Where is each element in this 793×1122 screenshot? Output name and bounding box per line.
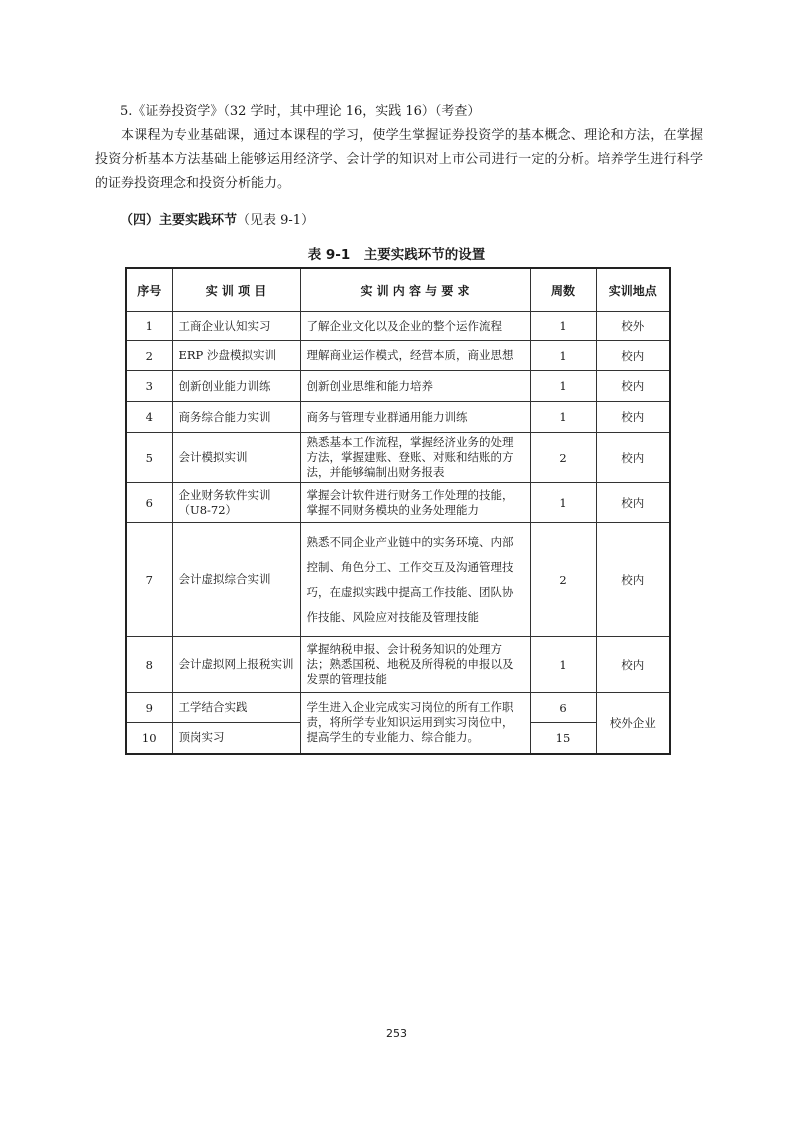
row-no: 4: [126, 402, 172, 433]
row-location: 校内: [596, 483, 670, 523]
row-project: 企业财务软件实训（U8-72）: [172, 483, 300, 523]
section-heading: [120, 209, 314, 233]
row-content: 熟悉不同企业产业链中的实务环境、内部控制、角色分工、工作交互及沟通管理技巧，在虚拟实践中提高工作技能、团队协作技能、风险应对技能及管理技能: [300, 523, 530, 637]
header-project: 实 训 项 目: [172, 268, 300, 312]
row-project: 工学结合实践: [172, 693, 300, 723]
table-row: [126, 637, 670, 693]
table-header-row: [126, 268, 670, 312]
table-row: [126, 312, 670, 341]
row-no: 8: [126, 637, 172, 693]
section-heading-title: （四）主要实践环节: [120, 213, 238, 228]
row-content: 学生进入企业完成实习岗位的所有工作职责，将所学专业知识运用到实习岗位中，提高学生的专业能力、综合能力。: [300, 693, 530, 754]
table-row: [126, 483, 670, 523]
row-location: 校内: [596, 433, 670, 483]
row-content: 熟悉基本工作流程，掌握经济业务的处理方法，掌握建账、登账、对账和结账的方法，并能够编制出财务报表: [300, 433, 530, 483]
row-weeks: 1: [530, 637, 596, 693]
row-location: 校内: [596, 637, 670, 693]
row-location: 校外: [596, 312, 670, 341]
table-row: [126, 371, 670, 402]
practice-table: [125, 267, 671, 755]
row-weeks: 1: [530, 312, 596, 341]
row-project: 会计模拟实训: [172, 433, 300, 483]
course-description: 本课程为专业基础课，通过本课程的学习，使学生掌握证券投资学的基本概念、理论和方法，在掌握投资分析基本方法基础上能够运用经济学、会计学的知识对上市公司进行一定的分析。培养学生进行科学的证券投资理念和投资分析能力。: [95, 128, 703, 191]
row-project: ERP 沙盘模拟实训: [172, 341, 300, 371]
row-content: 掌握纳税申报、会计税务知识的处理方法；熟悉国税、地税及所得税的申报以及发票的管理技能: [300, 637, 530, 693]
row-content: 掌握会计软件进行财务工作处理的技能，掌握不同财务模块的业务处理能力: [300, 483, 530, 523]
header-location: 实训地点: [596, 268, 670, 312]
row-content: 理解商业运作模式，经营本质，商业思想: [300, 341, 530, 371]
row-weeks: 2: [530, 433, 596, 483]
table-row: [126, 402, 670, 433]
row-content: 商务与管理专业群通用能力训练: [300, 402, 530, 433]
header-content: 实 训 内 容 与 要 求: [300, 268, 530, 312]
row-content: 创新创业思维和能力培养: [300, 371, 530, 402]
row-no: 10: [126, 723, 172, 754]
row-project: 顶岗实习: [172, 723, 300, 754]
row-location: 校内: [596, 341, 670, 371]
table-row: [126, 341, 670, 371]
row-project: 工商企业认知实习: [172, 312, 300, 341]
row-weeks: 1: [530, 402, 596, 433]
row-weeks: 15: [530, 723, 596, 754]
row-location: 校内: [596, 523, 670, 637]
page-number: 253: [386, 1027, 407, 1040]
row-project: 会计虚拟综合实训: [172, 523, 300, 637]
row-project: 会计虚拟网上报税实训: [172, 637, 300, 693]
table-row: [126, 693, 670, 723]
row-weeks: 6: [530, 693, 596, 723]
row-location: 校内: [596, 402, 670, 433]
course-title: 5.《证券投资学》（32 学时，其中理论 16，实践 16）（考查）: [120, 104, 481, 119]
header-no: 序号: [126, 268, 172, 312]
row-project: 创新创业能力训练: [172, 371, 300, 402]
table-row: [126, 433, 670, 483]
row-no: 9: [126, 693, 172, 723]
row-weeks: 2: [530, 523, 596, 637]
row-no: 3: [126, 371, 172, 402]
row-weeks: 1: [530, 371, 596, 402]
section-heading-note: （见表 9-1）: [237, 213, 315, 228]
table-caption: 表 9-1 主要实践环节的设置: [307, 247, 486, 263]
row-no: 2: [126, 341, 172, 371]
row-no: 5: [126, 433, 172, 483]
row-weeks: 1: [530, 483, 596, 523]
row-no: 7: [126, 523, 172, 637]
header-weeks: 周数: [530, 268, 596, 312]
row-no: 6: [126, 483, 172, 523]
row-location: 校内: [596, 371, 670, 402]
row-weeks: 1: [530, 341, 596, 371]
row-project: 商务综合能力实训: [172, 402, 300, 433]
table-row: [126, 523, 670, 637]
row-content: 了解企业文化以及企业的整个运作流程: [300, 312, 530, 341]
row-location: 校外企业: [596, 693, 670, 754]
row-no: 1: [126, 312, 172, 341]
